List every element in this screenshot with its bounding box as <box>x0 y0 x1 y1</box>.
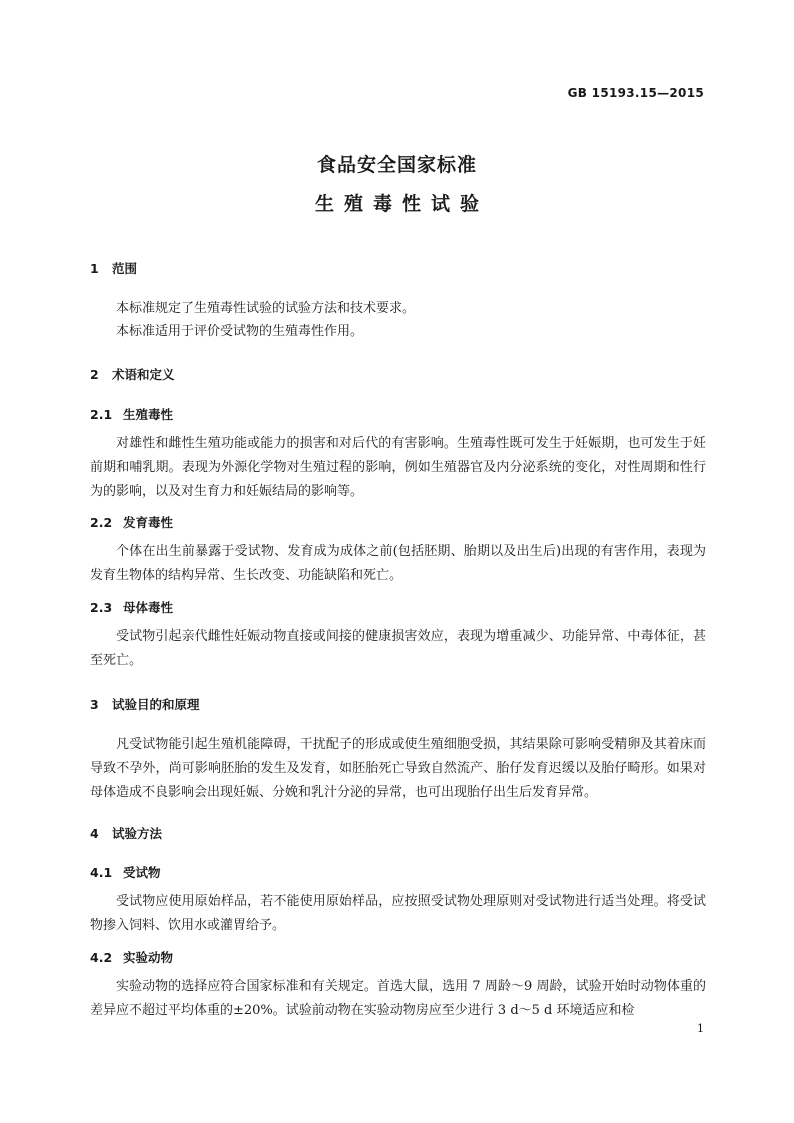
subsection-heading-4-2 <box>90 948 173 966</box>
subsection-heading-2-2 <box>90 513 173 531</box>
section-number: 2.3 <box>90 600 113 615</box>
standard-code: GB 15193.15—2015 <box>567 86 704 100</box>
section-title: 发育毒性 <box>123 515 174 530</box>
subsection-heading-2-1 <box>90 405 173 423</box>
section-number: 1 <box>90 261 99 276</box>
paragraph: 个体在出生前暴露于受试物、发育成为成体之前(包括胚期、胎期以及出生后)出现的有害作用，表现为发育生物体的结构异常、生长改变、功能缺陷和死亡。 <box>90 544 706 583</box>
section-title: 实验动物 <box>123 950 174 965</box>
section-number: 4.2 <box>90 950 113 965</box>
section-title: 受试物 <box>123 865 161 880</box>
paragraph: 对雄性和雌性生殖功能或能力的损害和对后代的有害影响。生殖毒性既可发生于妊娠期，也可发生于妊前期和哺乳期。表现为外源化学物对生殖过程的影响，例如生殖器官及内分泌系统的变化，对性周期和性行为的影响，以及对生育力和妊娠结局的影响等。 <box>90 436 706 499</box>
section-title: 生殖毒性 <box>123 407 174 422</box>
section-number: 4.1 <box>90 865 113 880</box>
section-title: 试验方法 <box>112 826 163 841</box>
paragraph: 实验动物的选择应符合国家标准和有关规定。首选大鼠，选用 7 周龄～9 周龄，试验开始时动物体重的差异应不超过平均体重的±20%。试验前动物在实验动物房应至少进行 3 d～5 d 环境适应和检 <box>90 979 706 1018</box>
paragraph: 凡受试物能引起生殖机能障碍，干扰配子的形成或使生殖细胞受损，其结果除可影响受精卵及其着床而导致不孕外，尚可影响胚胎的发生及发育，如胚胎死亡导致自然流产、胎仔发育迟缓以及胎仔畸形。如果对母体造成不良影响会出现妊娠、分娩和乳汁分泌的异常，也可出现胎仔出生后发育异常。 <box>90 737 706 800</box>
section-heading-1 <box>90 259 137 277</box>
section-heading-2 <box>90 365 175 383</box>
section-title: 试验目的和原理 <box>112 697 200 712</box>
document-title: 食品安全国家标准 <box>316 154 477 176</box>
section-number: 2 <box>90 367 99 382</box>
section-number: 3 <box>90 697 99 712</box>
section-heading-4 <box>90 824 162 842</box>
section-heading-3 <box>90 695 200 713</box>
section-title: 术语和定义 <box>112 367 175 382</box>
subsection-heading-2-3 <box>90 598 173 616</box>
subsection-heading-4-1 <box>90 863 161 881</box>
section-number: 4 <box>90 826 99 841</box>
paragraph: 受试物引起亲代雌性妊娠动物直接或间接的健康损害效应，表现为增重减少、功能异常、中毒体征，甚至死亡。 <box>90 629 706 668</box>
section-title: 母体毒性 <box>123 600 174 615</box>
section-number: 2.2 <box>90 515 113 530</box>
paragraph: 受试物应使用原始样品，若不能使用原始样品，应按照受试物处理原则对受试物进行适当处理。将受试物掺入饲料、饮用水或灌胃给予。 <box>90 894 706 933</box>
page-number: 1 <box>697 1022 704 1035</box>
document-subtitle: 生殖毒性试验 <box>314 193 489 215</box>
section-title: 范围 <box>112 261 138 276</box>
paragraph: 本标准规定了生殖毒性试验的试验方法和技术要求。 <box>116 301 416 316</box>
paragraph: 本标准适用于评价受试物的生殖毒性作用。 <box>116 324 364 339</box>
section-number: 2.1 <box>90 407 113 422</box>
